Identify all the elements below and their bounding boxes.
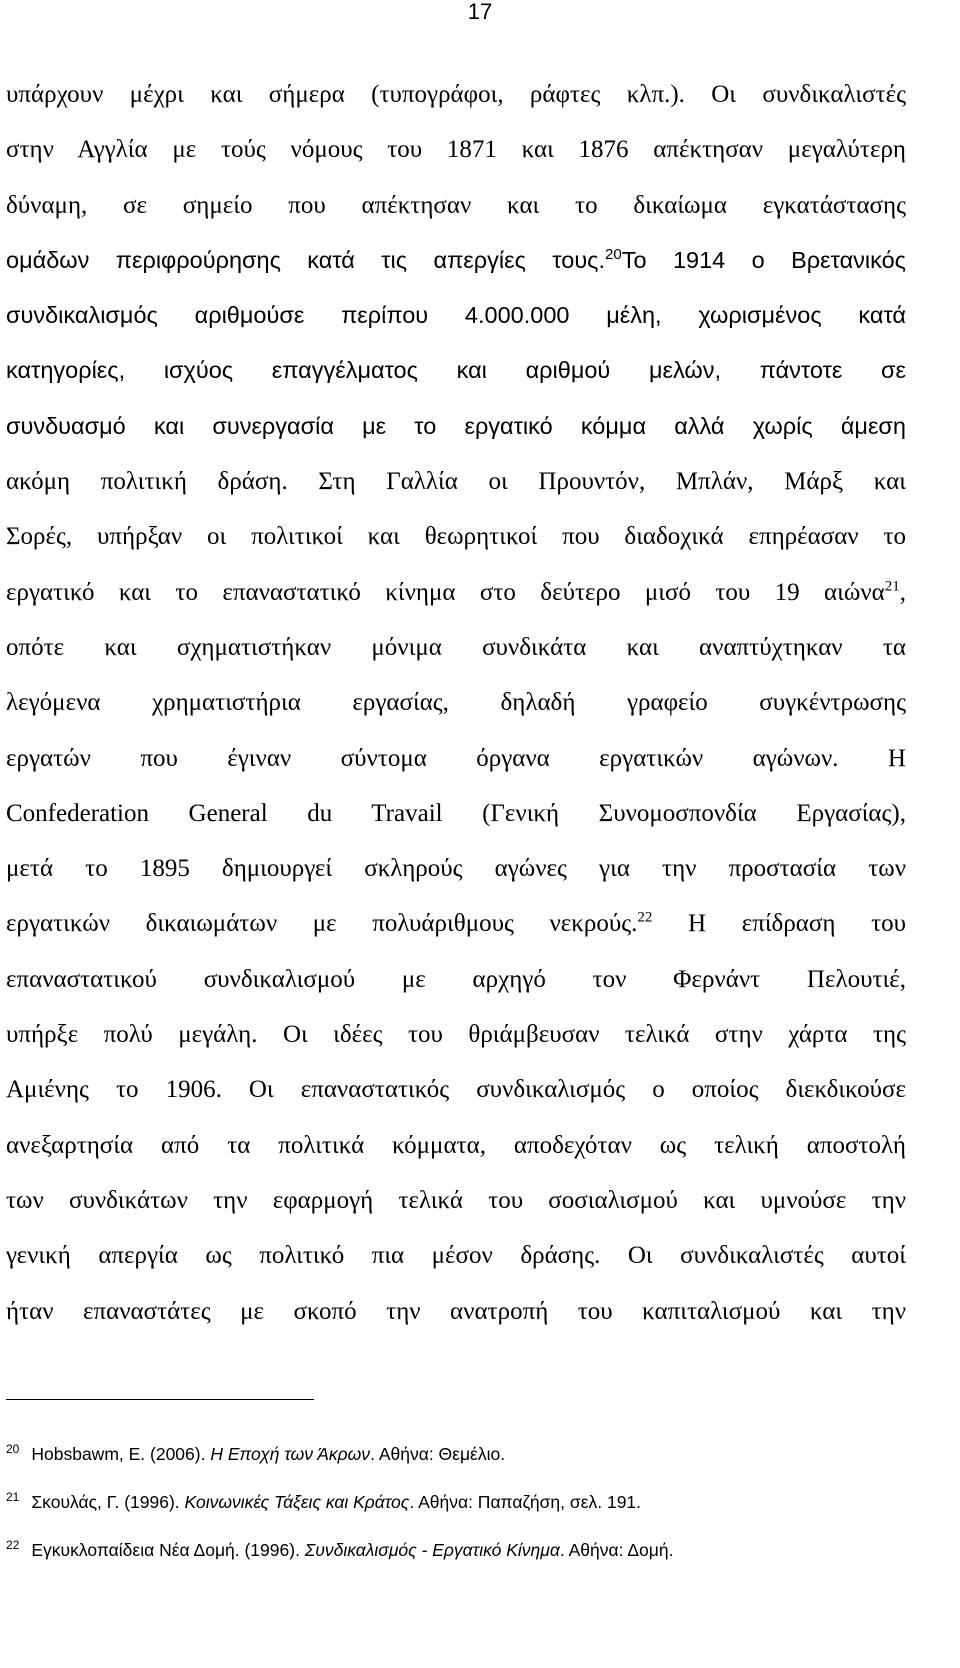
text-line: εργατικών δικαιωμάτων με πολυάριθμους νεκρούς.$^{22}$ Η επίδραση του bbox=[6, 910, 906, 938]
text-line: δύναμη, σε σημείο που απέκτησαν και το δικαίωμα εγκατάστασης bbox=[6, 191, 906, 219]
text-line: λεγόμενα χρηματιστήρια εργασίας, δηλαδή γραφείο συγκέντρωσης bbox=[6, 689, 906, 717]
footnote-title: Συνδικαλισμός - Εργατικό Κίνημα bbox=[304, 1540, 560, 1560]
text-line: ανεξαρτησία από τα πολιτικά κόμματα, αποδεχόταν ως τελική αποστολή bbox=[6, 1131, 906, 1159]
text-line: ομάδων περιφρούρησης κατά τις απεργίες τους.$^{20}$Το 1914 ο Βρετανικός bbox=[6, 246, 906, 273]
text-line: εργατικό και το επαναστατικό κίνημα στο δεύτερο μισό του 19 αιώνα$^{21}$, bbox=[6, 578, 906, 606]
footnote-ref[interactable]: 21 bbox=[884, 578, 900, 595]
text-line: Σορές, υπήρξαν οι πολιτικοί και θεωρητικοί που διαδοχικά επηρέασαν το bbox=[6, 523, 906, 551]
text-line: ακόμη πολιτική δράση. Στη Γαλλία οι Πρoυντόν, Μπλάν, Μάρξ και bbox=[6, 468, 906, 496]
footnote-ref[interactable]: 20 bbox=[605, 246, 622, 264]
text-line: εργατών που έγιναν σύντομα όργανα εργατικών αγώνων. Η bbox=[6, 744, 906, 772]
footnote-ref[interactable]: 22 bbox=[637, 910, 653, 927]
footnote: $^{20}$ Hobsbawm, E. (2006). Η Εποχή των Άκρων. Αθήνα: Θεμέλιο. bbox=[6, 1442, 506, 1464]
text-line: Αμιένης το 1906. Οι επαναστατικός συνδικαλισμός ο οποίος διεκδικούσε bbox=[6, 1076, 906, 1104]
text-line: υπήρξε πολύ μεγάλη. Οι ιδέες του θριάμβευσαν τελικά στην χάρτα της bbox=[6, 1021, 906, 1049]
text-line: Confederation General du Travail (Γενική Συνομοσπονδία Εργασίας), bbox=[6, 799, 906, 827]
text-line: συνδυασμό και συνεργασία με το εργατικό κόμμα αλλά χωρίς άμεση bbox=[6, 412, 906, 439]
footnote-number: 20 bbox=[6, 1442, 20, 1457]
text-line: μετά το 1895 δημιουργεί σκληρούς αγώνες για την προστασία των bbox=[6, 855, 906, 883]
text-line: συνδικαλισμός αριθμούσε περίπου 4.000.000 μέλη, χωρισμένος κατά bbox=[6, 302, 906, 329]
text-line: γενική απεργία ως πολιτικό πια μέσον δράσης. Οι συνδικαλιστές αυτοί bbox=[6, 1242, 906, 1270]
text-line: οπότε και σχηματιστήκαν μόνιμα συνδικάτα και αναπτύχτηκαν τα bbox=[6, 633, 906, 661]
text-line: στην Αγγλία με τούς νόμους του 1871 και 1876 απέκτησαν μεγαλύτερη bbox=[6, 136, 906, 164]
text-line: κατηγορίες, ισχύος επαγγέλματος και αριθμού μελών, πάντοτε σε bbox=[6, 357, 906, 384]
text-line: υπάρχουν μέχρι και σήμερα (τυπογράφοι, ράφτες κλπ.). Οι συνδικαλιστές bbox=[6, 81, 906, 108]
text-line: επαναστατικού συνδικαλισμού με αρχηγό τον Φερνάντ Πελουτιέ, bbox=[6, 965, 906, 993]
footnote-number: 21 bbox=[6, 1490, 20, 1505]
footnote-divider bbox=[6, 1399, 314, 1400]
footnote-title: Κοινωνικές Τάξεις και Κράτος bbox=[184, 1492, 410, 1512]
footnotes bbox=[6, 1430, 906, 1574]
footnote: $^{22}$ Εγκυκλοπαίδεια Νέα Δομή. (1996). Συνδικαλισμός - Εργατικό Κίνημα. Αθήνα: Δομή. bbox=[6, 1538, 674, 1560]
footnote-title: Η Εποχή των Άκρων bbox=[210, 1444, 371, 1464]
footnote-number: 22 bbox=[6, 1538, 20, 1553]
text-line: ήταν επαναστάτες με σκοπό την ανατροπή του καπιταλισμού και την bbox=[6, 1297, 906, 1325]
text-line: των συνδικάτων την εφαρμογή τελικά του σοσιαλισμού και υμνούσε την bbox=[6, 1186, 906, 1214]
body-text bbox=[6, 67, 906, 1339]
footnote: $^{21}$ Σκουλάς, Γ. (1996). Κοινωνικές Τάξεις και Κράτος. Αθήνα: Παπαζήση, σελ. 191. bbox=[6, 1490, 642, 1512]
page-number: 17 bbox=[467, 0, 493, 24]
